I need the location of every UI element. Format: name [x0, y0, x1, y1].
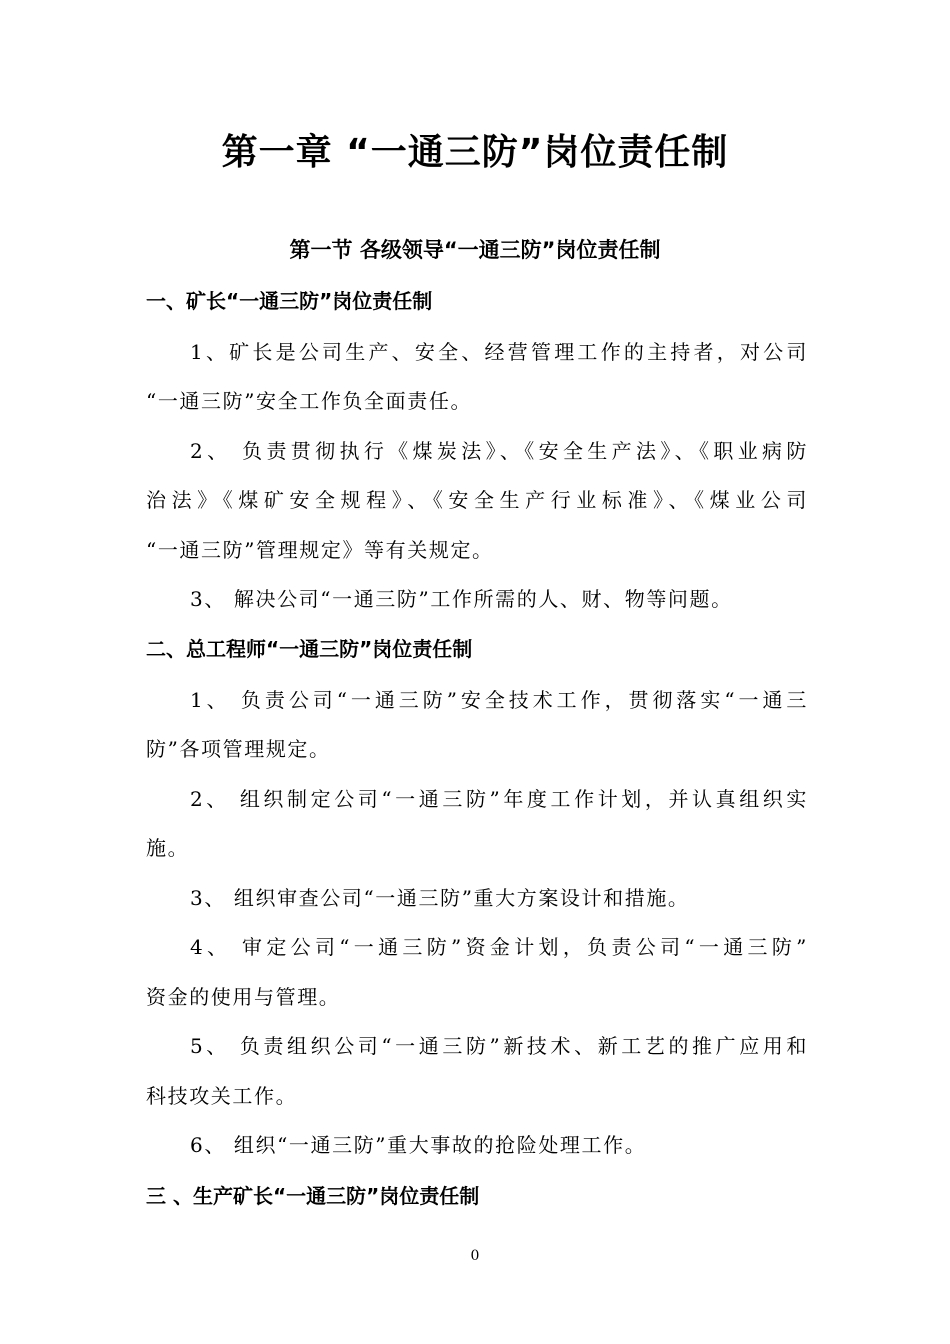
paragraph-line: 资金的使用与管理。 — [146, 985, 341, 1009]
paragraph-line: 施。 — [146, 836, 190, 860]
paragraph-line: 1、矿长是公司生产、安全、经营管理工作的主持者，对公司 — [190, 340, 808, 364]
paragraph-line: “一通三防”管理规定》等有关规定。 — [146, 538, 494, 562]
paragraph-line: 6、 组织“一通三防”重大事故的抢险处理工作。 — [190, 1133, 647, 1157]
paragraph-line: 科技攻关工作。 — [146, 1084, 298, 1108]
paragraph-line: 治法》《煤矿安全规程》、《安全生产行业标准》、《煤业公司 — [146, 488, 808, 512]
paragraph-line: 3、 解决公司“一通三防”工作所需的人、财、物等问题。 — [190, 587, 733, 611]
paragraph-line: 2、 负责贯彻执行《煤炭法》、《安全生产法》、《职业病防 — [190, 439, 808, 463]
paragraph-line: 2、 组织制定公司“一通三防”年度工作计划，并认真组织实 — [190, 787, 808, 811]
page-number: 0 — [470, 1248, 480, 1264]
chapter-title: 第一章 “一通三防”岗位责任制 — [221, 132, 729, 173]
section-title: 第一节 各级领导“一通三防”岗位责任制 — [289, 238, 661, 262]
heading-production-director: 三 、生产矿长“一通三防”岗位责任制 — [146, 1184, 480, 1208]
paragraph-line: 3、 组织审查公司“一通三防”重大方案设计和措施。 — [190, 886, 690, 910]
paragraph-line: 4、 审定公司“一通三防”资金计划，负责公司“一通三防” — [190, 935, 808, 959]
paragraph-line: 5、 负责组织公司“一通三防”新技术、新工艺的推广应用和 — [190, 1034, 808, 1058]
paragraph-line: “一通三防”安全工作负全面责任。 — [146, 389, 473, 413]
paragraph-line: 1、 负责公司“一通三防”安全技术工作，贯彻落实“一通三 — [190, 688, 808, 712]
heading-chief-engineer: 二、总工程师“一通三防”岗位责任制 — [146, 637, 473, 661]
paragraph-line: 防”各项管理规定。 — [146, 737, 331, 761]
heading-mine-director: 一、矿长“一通三防”岗位责任制 — [146, 289, 433, 313]
